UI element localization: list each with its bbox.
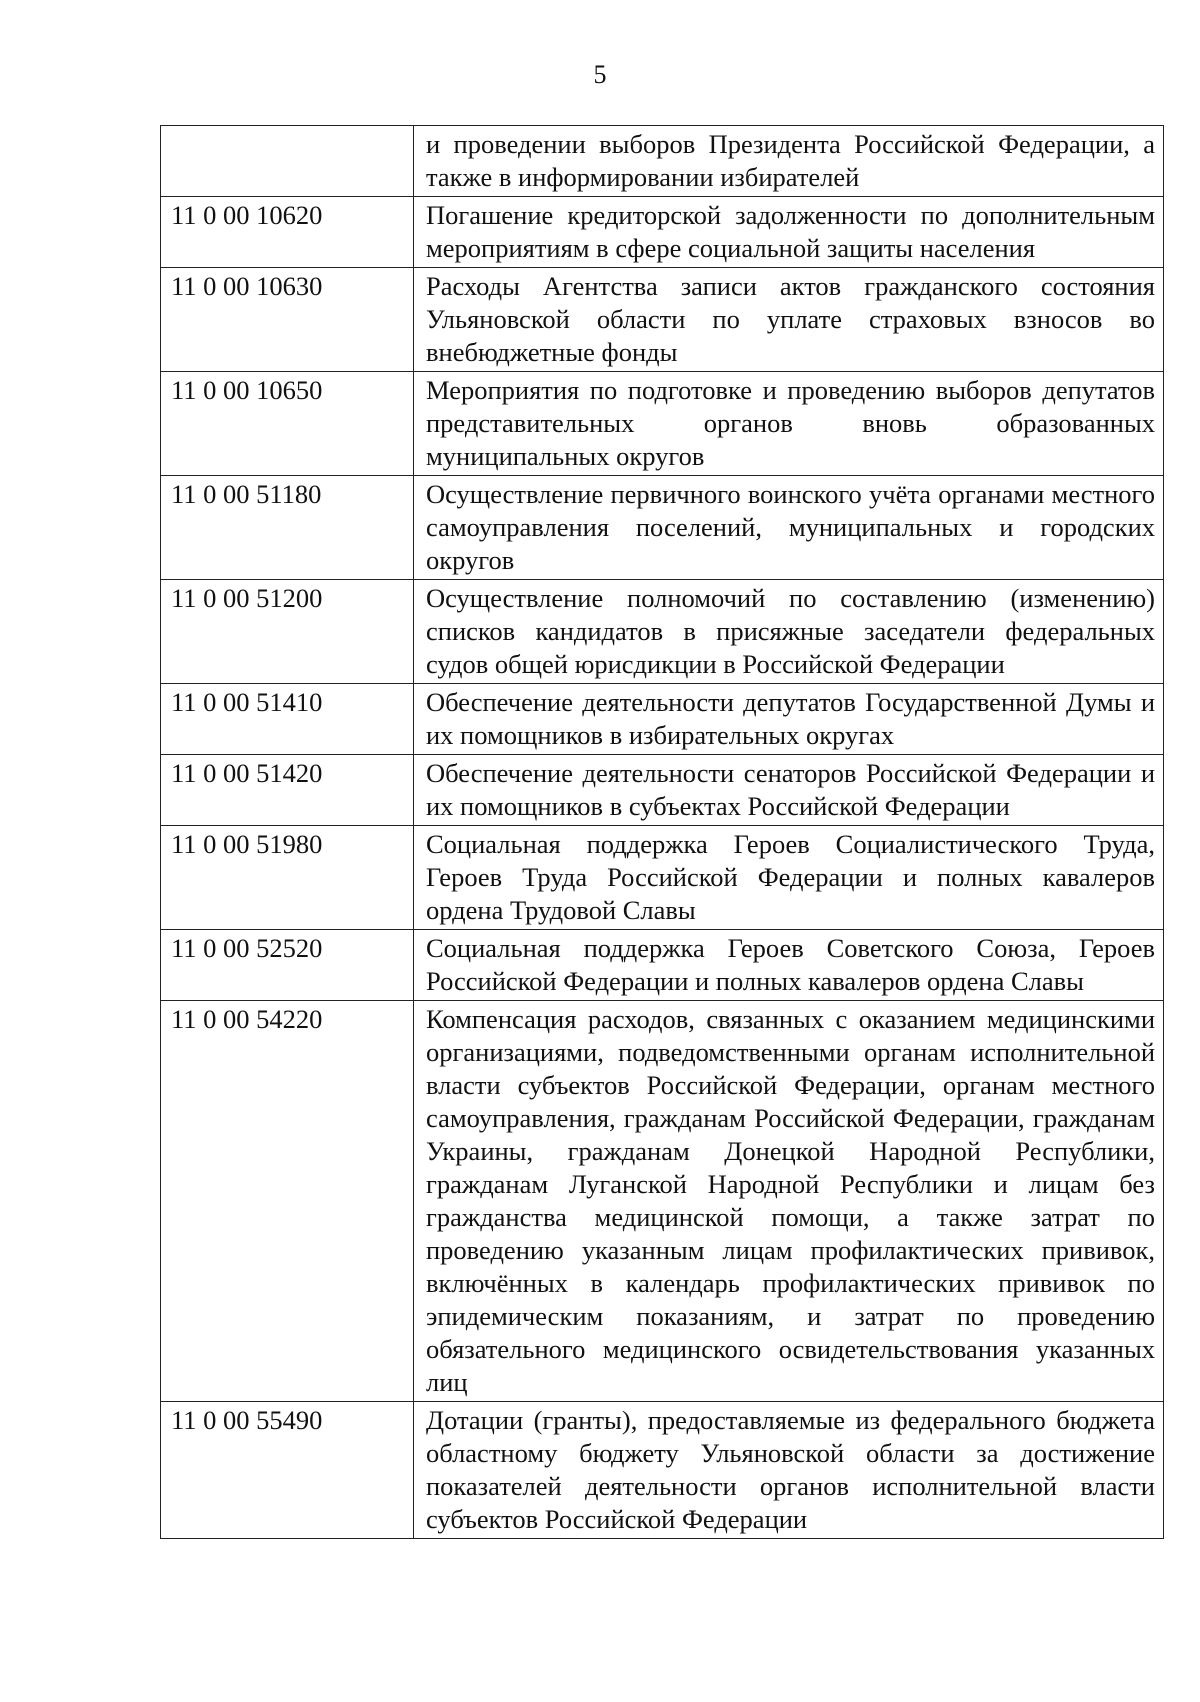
description-cell: Погашение кредиторской задолженности по дополнительным мероприятиям в сфере социальной защиты населения	[414, 197, 1164, 268]
code-cell: 11 0 00 10620	[161, 197, 414, 268]
table-row	[161, 476, 1164, 580]
table-row	[161, 755, 1164, 826]
description-cell: Социальная поддержка Героев Социалистического Труда, Героев Труда Российской Федерации и полных кавалеров ордена Трудовой Славы	[414, 826, 1164, 930]
description-cell: Обеспечение деятельности сенаторов Российской Федерации и их помощников в субъектах Российской Федерации	[414, 755, 1164, 826]
description-cell: Дотации (гранты), предоставляемые из федерального бюджета областному бюджету Ульяновской области за достижение показателей деятельности органов исполнительной власти субъектов Российской Федерации	[414, 1402, 1164, 1539]
description-cell: Осуществление первичного воинского учёта органами местного самоуправления поселений, муниципальных и городских округов	[414, 476, 1164, 580]
description-cell: Мероприятия по подготовке и проведению выборов депутатов представительных органов вновь образованных муниципальных округов	[414, 372, 1164, 476]
code-cell: 11 0 00 51420	[161, 755, 414, 826]
code-cell: 11 0 00 51980	[161, 826, 414, 930]
table-row	[161, 930, 1164, 1001]
table-row	[161, 684, 1164, 755]
budget-codes-table	[160, 125, 1164, 1539]
table-row	[161, 126, 1164, 197]
code-cell: 11 0 00 10630	[161, 268, 414, 372]
code-cell: 11 0 00 52520	[161, 930, 414, 1001]
table-row	[161, 826, 1164, 930]
code-cell: 11 0 00 51180	[161, 476, 414, 580]
page-number: 5	[593, 60, 607, 89]
code-cell: 11 0 00 55490	[161, 1402, 414, 1539]
code-cell	[161, 126, 414, 197]
description-cell: и проведении выборов Президента Российской Федерации, а также в информировании избирателей	[414, 126, 1164, 197]
description-cell: Расходы Агентства записи актов гражданского состояния Ульяновской области по уплате страховых взносов во внебюджетные фонды	[414, 268, 1164, 372]
description-cell: Осуществление полномочий по составлению (изменению) списков кандидатов в присяжные заседатели федеральных судов общей юрисдикции в Российской Федерации	[414, 580, 1164, 684]
description-cell: Компенсация расходов, связанных с оказанием медицинскими организациями, подведомственными органам исполнительной власти субъектов Российской Федерации, органам местного самоуправления, гражданам Российской Федерации, гражданам Украины, гражданам Донецкой Народной Республики, гражданам Луганской Народной Республики и лицам без гражданства медицинской помощи, а также затрат по проведению указанным лицам профилактических прививок, включённых в календарь профилактических прививок по эпидемическим показаниям, и затрат по проведению обязательного медицинского освидетельствования указанных лиц	[414, 1001, 1164, 1402]
table-row	[161, 1001, 1164, 1402]
code-cell: 11 0 00 51410	[161, 684, 414, 755]
table-row	[161, 268, 1164, 372]
description-cell: Социальная поддержка Героев Советского Союза, Героев Российской Федерации и полных кавалеров ордена Славы	[414, 930, 1164, 1001]
code-cell: 11 0 00 51200	[161, 580, 414, 684]
table-row	[161, 372, 1164, 476]
table-row	[161, 1402, 1164, 1539]
description-cell: Обеспечение деятельности депутатов Государственной Думы и их помощников в избирательных округах	[414, 684, 1164, 755]
code-cell: 11 0 00 10650	[161, 372, 414, 476]
code-cell: 11 0 00 54220	[161, 1001, 414, 1402]
table-row	[161, 197, 1164, 268]
table-row	[161, 580, 1164, 684]
